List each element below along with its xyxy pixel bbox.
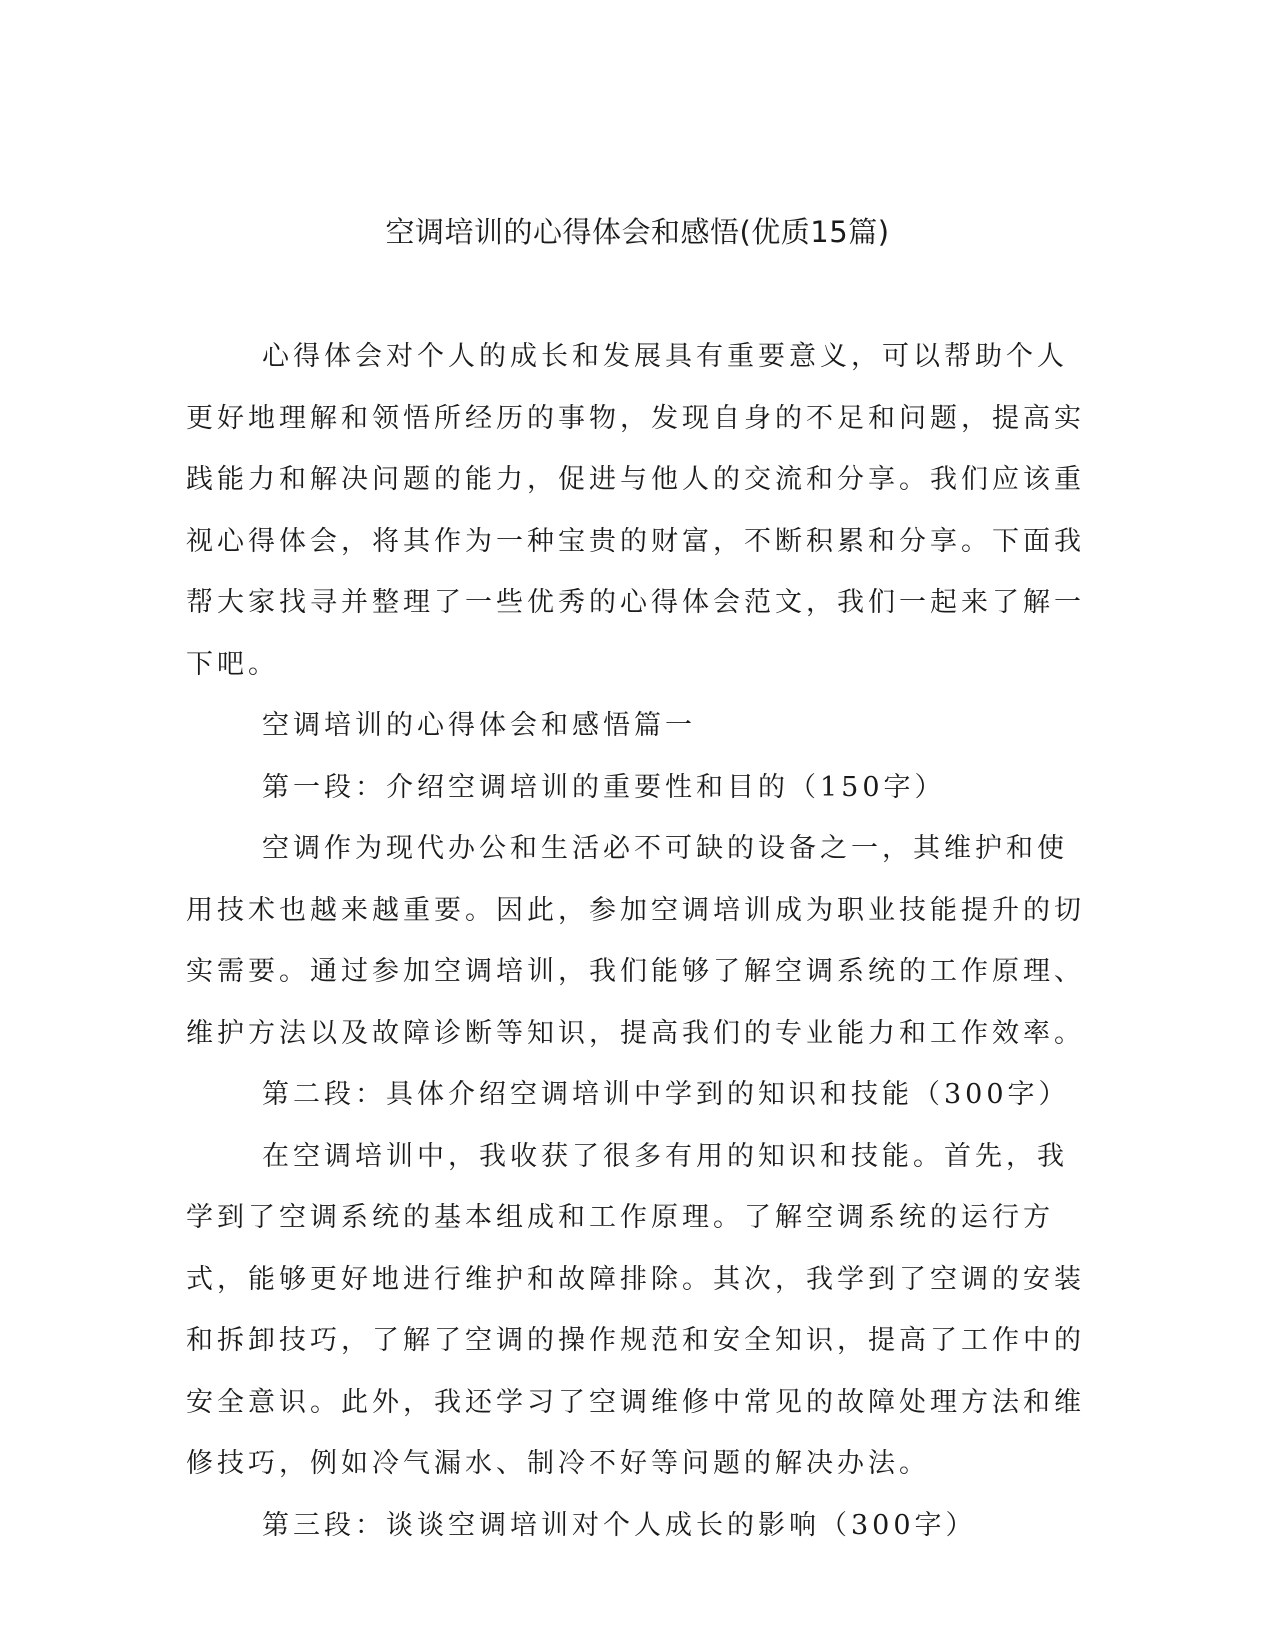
body-paragraph: 空调作为现代办公和生活必不可缺的设备之一，其维护和使用技术也越来越重要。因此，参加空调培训成为职业技能提升的切实需要。通过参加空调培训，我们能够了解空调系统的工作原理、维护方法以及故障诊断等知识，提高我们的专业能力和工作效率。 — [186, 833, 1085, 1049]
paragraph-heading: 第二段：具体介绍空调培训中学到的知识和技能（300字） — [262, 1079, 1070, 1110]
document-body — [186, 326, 1086, 1556]
paragraph-heading: 第一段：介绍空调培训的重要性和目的（150字） — [262, 771, 946, 803]
body-paragraph: 在空调培训中，我收获了很多有用的知识和技能。首先，我学到了空调系统的基本组成和工作原理。了解空调系统的运行方式，能够更好地进行维护和故障排除。其次，我学到了空调的安装和拆卸技巧，了解了空调的操作规范和安全知识，提高了工作中的安全意识。此外，我还学习了空调维修中常见的故障处理方法和维修技巧，例如冷气漏水、制冷不好等问题的解决办法。 — [186, 1140, 1085, 1479]
paragraph-heading: 第三段：谈谈空调培训对个人成长的影响（300字） — [262, 1509, 977, 1541]
document-title: 空调培训的心得体会和感悟(优质15篇) — [385, 215, 890, 249]
section-heading: 空调培训的心得体会和感悟篇一 — [262, 710, 696, 741]
intro-paragraph: 心得体会对个人的成长和发展具有重要意义，可以帮助个人更好地理解和领悟所经历的事物，发现自身的不足和问题，提高实践能力和解决问题的能力，促进与他人的交流和分享。我们应该重视心得体会，将其作为一种宝贵的财富，不断积累和分享。下面我帮大家找寻并整理了一些优秀的心得体会范文，我们一起来了解一下吧。 — [186, 341, 1085, 680]
